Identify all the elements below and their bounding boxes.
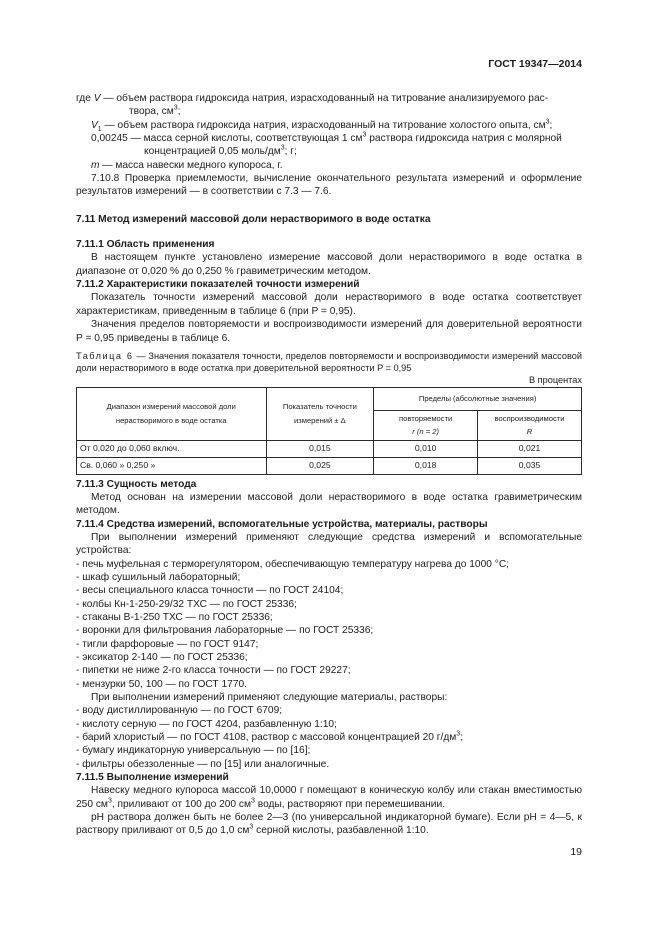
table-row: От 0,020 до 0,060 включ. 0,015 0,010 0,021: [77, 440, 582, 457]
list-item: - воронки для фильтрования лабораторные — по ГОСТ 25336;: [76, 625, 374, 637]
table-6: [76, 387, 582, 475]
list-item: - воду дистиллированную — по ГОСТ 6709;: [76, 705, 283, 717]
list-item: - весы специального класса точности — по ГОСТ 24104;: [76, 585, 344, 597]
table-header-range: Диапазон измерений массовой доли нерастворимого в воде остатка: [77, 387, 267, 440]
list-item: - колбы Кн-1-250-29/32 ТХС — по ГОСТ 25336;: [76, 598, 297, 610]
paragraph-7-11-3: Метод основан на измерении массовой доли нерастворимого в воде остатка гравиметрическим методом.: [76, 491, 582, 517]
list-item: - стаканы В-1-250 ТХС — по ГОСТ 25336;: [76, 611, 273, 623]
subsection-heading-7-11-1: 7.11.1 Область применения: [76, 239, 215, 251]
definition-v: где V — объем раствора гидроксида натрия, израсходованный на титрование анализируемого рас- твора, $см^3$;: [76, 93, 549, 118]
list-item: - эксикатор 2-140 — по ГОСТ 25336;: [76, 652, 248, 663]
materials-list: [76, 704, 582, 771]
list-item: - мензурки 50, 100 — по ГОСТ 1770.: [76, 678, 247, 690]
subsection-heading-7-11-5: 7.11.5 Выполнение измерений: [76, 772, 229, 784]
table-header-limits: Пределы (абсолютные значения): [374, 387, 582, 410]
list-item: - кислоту серную — по ГОСТ 4204, разбавленную 1:10;: [76, 718, 337, 730]
definition-v1: $V_1$ — объем раствора гидроксида натрия, израсходованный на титрование холостого опыта, $см^3$;: [91, 118, 553, 133]
table-6-caption: Таблица 6 — Значения показателя точности, пределов повторяемости и воспроизводимости измерений массовой доли нерастворимого в воде остатка при доверительной вероятности P = 0,95: [76, 350, 582, 373]
page-body: [76, 92, 582, 838]
page-number: 19: [570, 846, 582, 858]
table-header-repeatability: повторяемости r (n = 2): [374, 410, 478, 440]
subsection-heading-7-11-2: 7.11.2 Характеристики показателей точности измерений: [76, 279, 360, 291]
subsection-heading-7-11-3: 7.11.3 Сущность метода: [76, 478, 197, 490]
table-row: Св. 0,060 » 0,250 » 0,025 0,018 0,035: [77, 457, 582, 474]
equipment-list: [76, 558, 582, 691]
list-item: - печь муфельная с терморегулятором, обеспечивающую температуру нагрева до 1000 °С;: [76, 558, 510, 570]
list-item: - барий хлористый — по ГОСТ 4108, раствор с массовой концентрацией 20 $г/дм^3$;: [76, 730, 464, 744]
table-header-reproducibility: воспроизводимости R: [478, 410, 582, 440]
paragraph-7-11-1: В настоящем пункте установлено измерение массовой доли нерастворимого в воде остатка в диапазоне от 0,020 % до 0,250 % гравиметрическим методом.: [76, 252, 582, 277]
document-code-header: ГОСТ 19347—2014: [488, 58, 582, 70]
paragraph-7-11-5-a: Навеску медного купороса массой 10,0000 г помещают в коническую колбу или стакан вместимостью 250 $см^3$, приливают от 100 до 200 $см^3$ воды, растворяют при перемешивании.: [76, 785, 582, 810]
paragraph-7-11-4-a: При выполнении измерений применяют следующие средства измерений и вспомогательные устройства:: [76, 531, 582, 557]
paragraph-7-11-5-b: pH раствора должен быть не более 2—3 (по универсальной индикаторной бумаге). Если pH = 4—5, к раствору приливают от 0,5 до 1,0 $см^3$ серной кислоты, разбавленной 1:10.: [76, 812, 582, 837]
list-item: - пипетки не ниже 2-го класса точности — по ГОСТ 29227;: [76, 665, 351, 677]
table-header-accuracy: Показатель точности измерений ± Δ: [266, 387, 374, 440]
subsection-heading-7-11-4: 7.11.4 Средства измерений, вспомогательные устройства, материалы, растворы: [76, 518, 488, 530]
list-item: - бумагу индикаторную универсальную — по [16];: [76, 745, 311, 757]
list-item: - тигли фарфоровые — по ГОСТ 9147;: [76, 638, 259, 650]
list-item: - шкаф сушильный лабораторный;: [76, 571, 241, 583]
table-6-unit: В процентах: [528, 374, 582, 385]
paragraph-7-11-2-b: Значения пределов повторяемости и воспроизводимости измерений для доверительной вероятности P = 0,95 приведены в таблице 6.: [76, 319, 582, 344]
definition-constant: 0,00245 — масса серной кислоты, соответствующая 1 $см^3$ раствора гидроксида натрия с молярной концентрацией 0,05 моль/$дм^3$; г;: [91, 131, 562, 158]
definition-m: m — масса навески медного купороса, г.: [91, 159, 283, 171]
section-heading-7-11: 7.11 Метод измерений массовой доли нерастворимого в воде остатка: [76, 213, 431, 225]
paragraph-7-10-8: 7.10.8 Проверка приемлемости, вычисление окончательного результата измерений и оформление результатов измерений — в соответствии с 7.3 — 7.6.: [76, 173, 582, 198]
paragraph-7-11-2-a: Показатель точности измерений массовой доли нерастворимого в воде остатка соответствует характеристикам, приведенным в таблице 6 (при P = 0,95).: [76, 292, 582, 317]
paragraph-7-11-4-b: При выполнении измерений применяют следующие материалы, растворы:: [91, 692, 448, 704]
list-item: - фильтры обеззоленные — по [15] или аналогичные.: [76, 758, 330, 770]
